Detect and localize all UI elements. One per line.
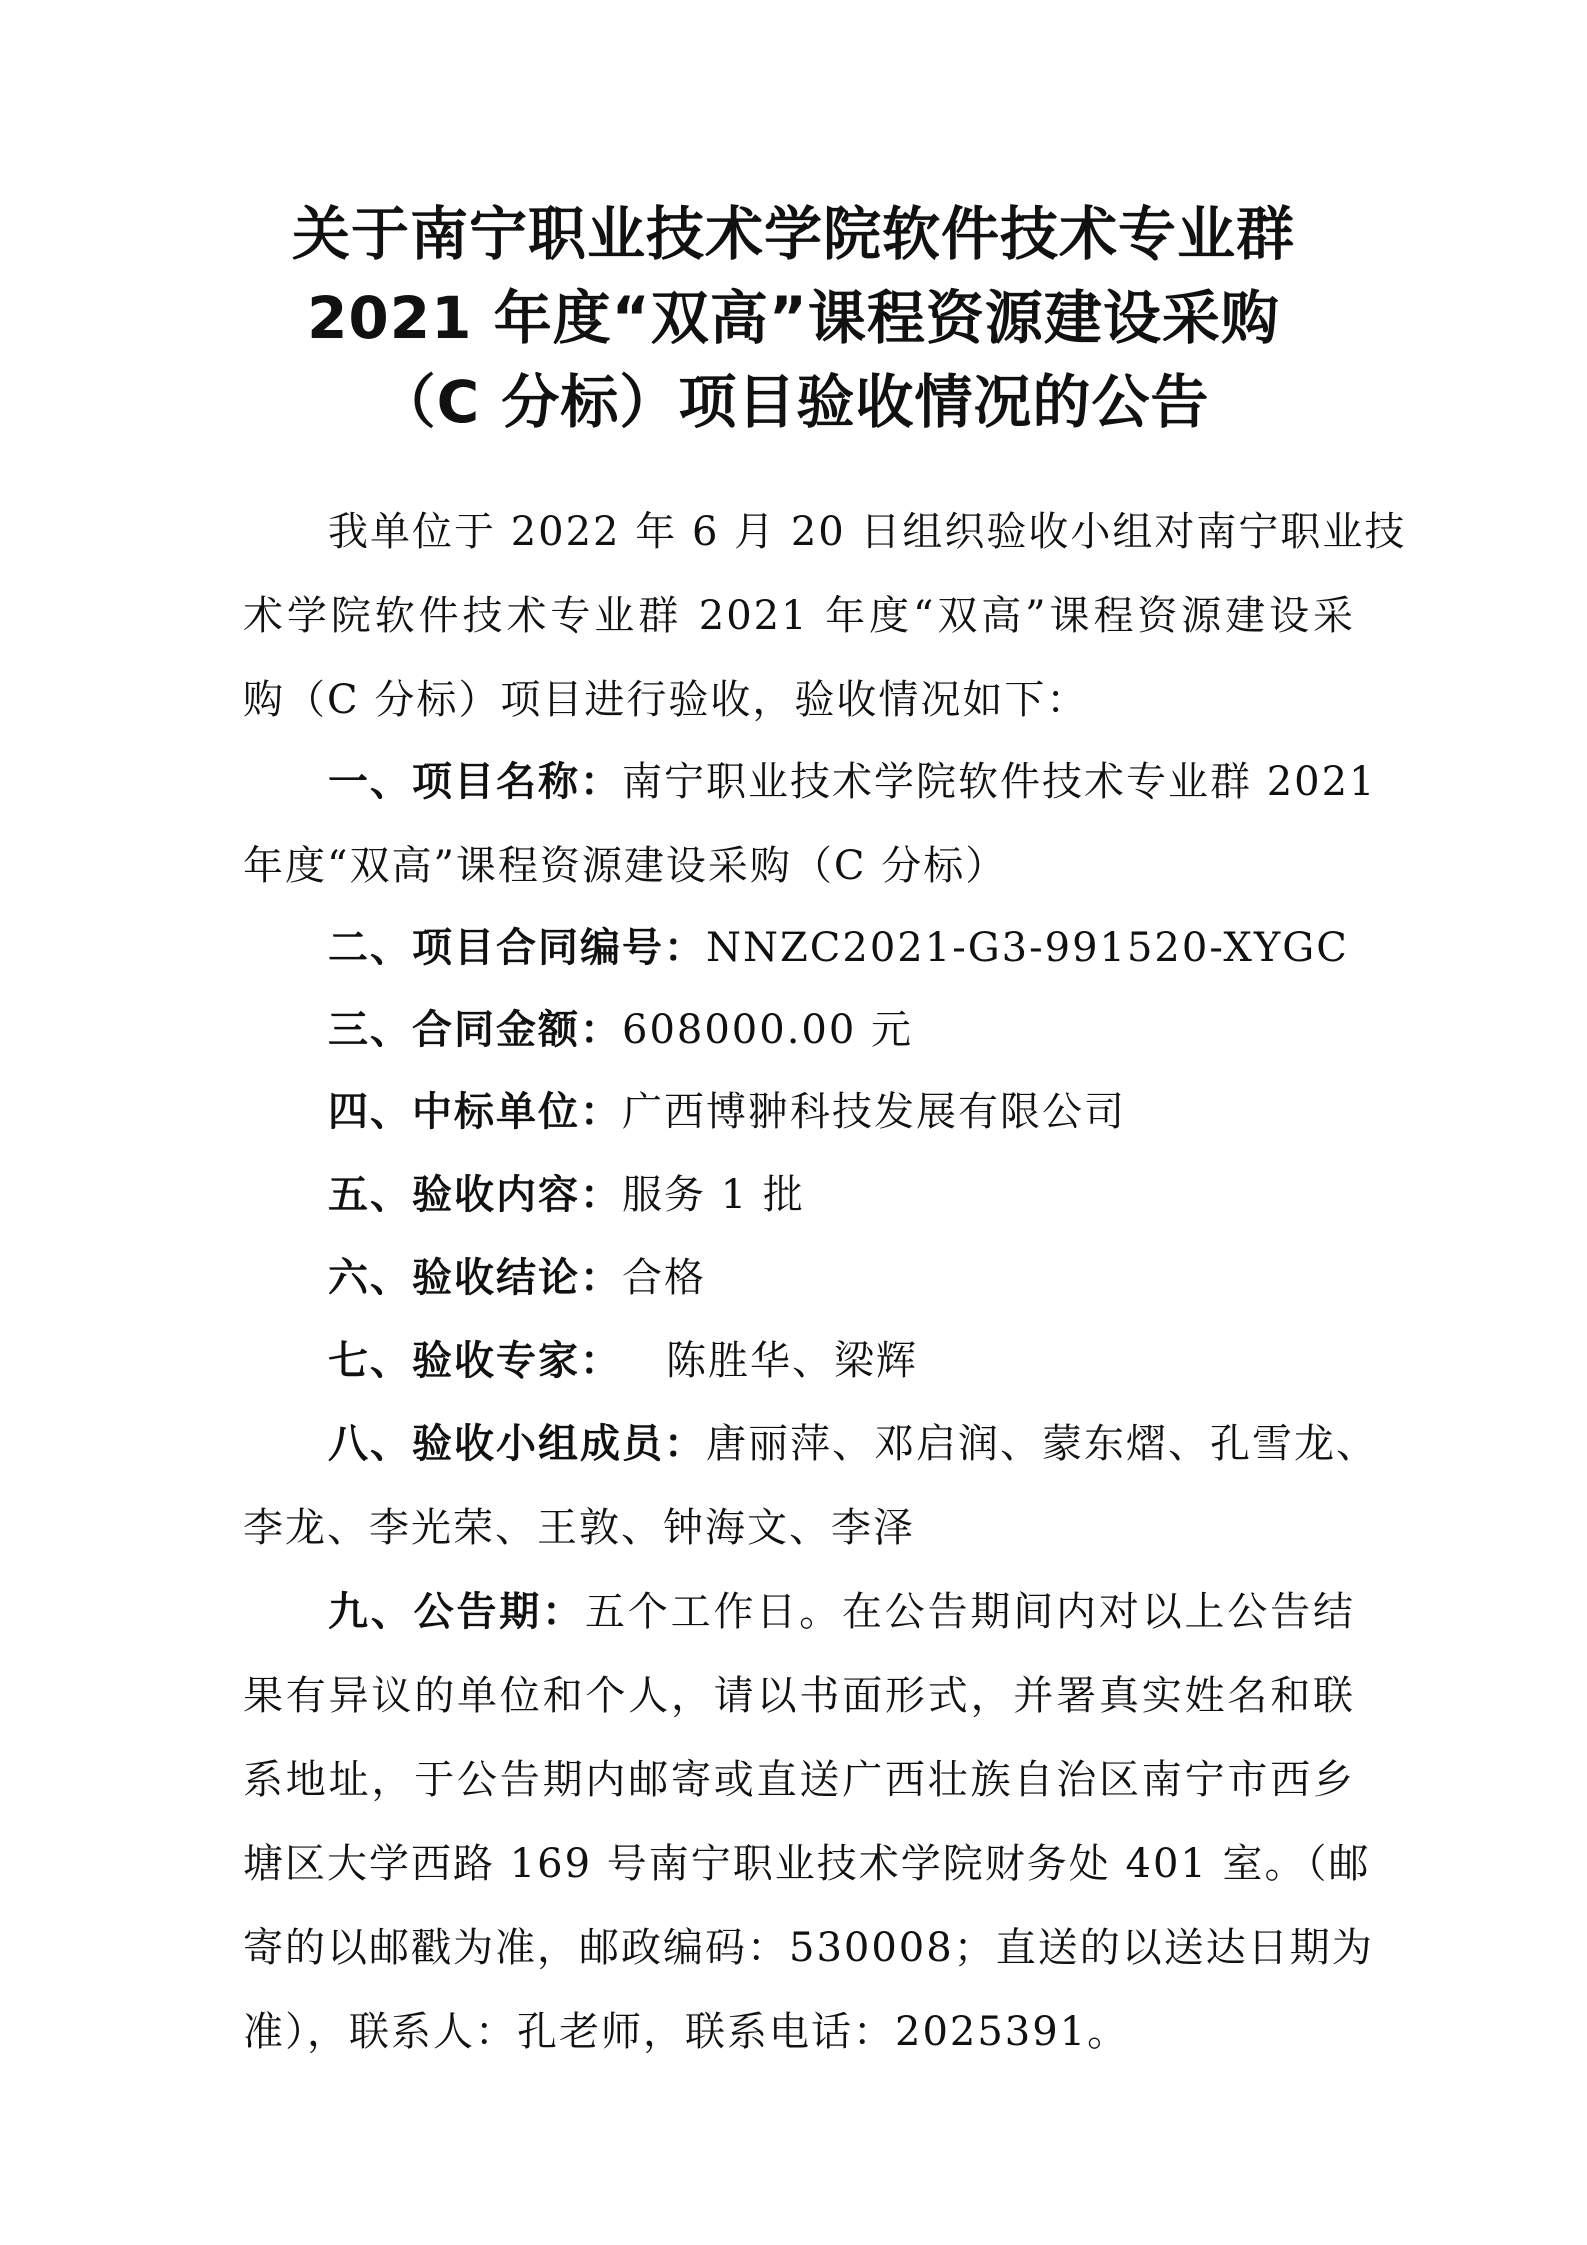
notice-period-line-5: 寄的以邮戳为准，邮政编码：530008；直送的以送达日期为 <box>243 1925 1374 1971</box>
item-winning-bidder <box>328 1082 1126 1142</box>
item-acceptance-experts <box>328 1331 918 1391</box>
project-name-value-cont: 年度“双高”课程资源建设采购（C 分标） <box>243 843 1008 889</box>
page-title-line-3: （C 分标）项目验收情况的公告 <box>377 368 1210 436</box>
notice-period-value: 五个工作日。在公告期间内对以上公告结 <box>584 1589 1356 1635</box>
item-contract-number <box>328 918 1349 978</box>
notice-period-line-4: 塘区大学西路 169 号南宁职业技术学院财务处 401 室。（邮 <box>243 1841 1371 1887</box>
acceptance-conclusion-value: 合格 <box>622 1255 706 1301</box>
item-acceptance-members <box>328 1414 1378 1474</box>
page-title-line-2: 2021 年度“双高”课程资源建设采购 <box>307 284 1280 352</box>
intro-line-1: 我单位于 2022 年 6 月 20 日组织验收小组对南宁职业技 <box>328 509 1407 555</box>
contract-number-label: 二、项目合同编号： <box>328 925 706 971</box>
project-name-value: 南宁职业技术学院软件技术专业群 2021 <box>622 759 1377 805</box>
item-project-name <box>328 752 1377 812</box>
notice-period-line-2: 果有异议的单位和个人，请以书面形式，并署真实姓名和联 <box>243 1673 1355 1719</box>
acceptance-experts-value: 陈胜华、梁辉 <box>666 1338 918 1384</box>
winning-bidder-value: 广西博翀科技发展有限公司 <box>622 1089 1126 1135</box>
project-name-label: 一、项目名称： <box>328 759 622 805</box>
item-notice-period <box>328 1582 1355 1642</box>
notice-period-label: 九、公告期： <box>328 1589 585 1635</box>
intro-line-3: 购（C 分标）项目进行验收，验收情况如下： <box>243 677 1089 723</box>
item-contract-amount <box>328 1000 913 1060</box>
item-acceptance-content <box>328 1165 805 1225</box>
contract-number-value: NNZC2021-G3-991520-XYGC <box>706 925 1349 971</box>
item-acceptance-conclusion <box>328 1248 706 1308</box>
notice-period-line-3: 系地址，于公告期内邮寄或直送广西壮族自治区南宁市西乡 <box>243 1757 1355 1803</box>
acceptance-members-value-cont: 李龙、李光荣、王敦、钟海文、李泽 <box>243 1505 915 1551</box>
intro-line-2: 术学院软件技术专业群 2021 年度“双高”课程资源建设采 <box>243 593 1355 639</box>
contract-amount-value: 608000.00 元 <box>622 1007 914 1053</box>
notice-period-line-6: 准），联系人：孔老师，联系电话：2025391。 <box>243 2009 1130 2055</box>
acceptance-content-value: 服务 1 批 <box>622 1172 805 1218</box>
contract-amount-label: 三、合同金额： <box>328 1007 622 1053</box>
acceptance-members-label: 八、验收小组成员： <box>328 1421 706 1467</box>
page-title-line-1: 关于南宁职业技术学院软件技术专业群 <box>291 200 1295 268</box>
winning-bidder-label: 四、中标单位： <box>328 1089 622 1135</box>
acceptance-members-value: 唐丽萍、邓启润、蒙东熠、孔雪龙、 <box>706 1421 1378 1467</box>
acceptance-content-label: 五、验收内容： <box>328 1172 622 1218</box>
acceptance-experts-label: 七、验收专家： <box>328 1338 622 1384</box>
acceptance-conclusion-label: 六、验收结论： <box>328 1255 622 1301</box>
